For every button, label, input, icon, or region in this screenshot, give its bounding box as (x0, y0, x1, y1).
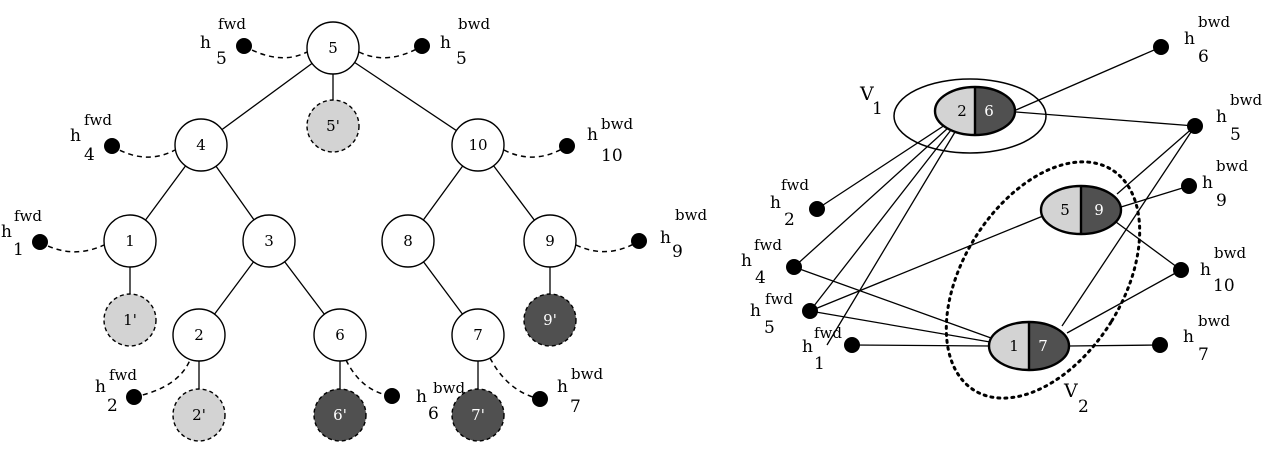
svg-text:10: 10 (1213, 276, 1235, 296)
dot-h1-fwd (32, 234, 48, 250)
svg-text:2: 2 (1078, 397, 1089, 417)
svg-text:3: 3 (264, 232, 274, 250)
svg-text:h: h (1200, 260, 1211, 280)
svg-text:h: h (660, 228, 671, 248)
svg-text:2': 2' (192, 406, 206, 424)
svg-text:h: h (750, 301, 761, 321)
tree-node-1 (104, 215, 156, 267)
svg-text:9: 9 (545, 232, 555, 250)
dash-h6b (346, 360, 392, 396)
svg-text:h: h (440, 33, 451, 53)
graph-diagram (741, 13, 1262, 433)
svg-text:7: 7 (570, 397, 581, 417)
dot-g-h5-bwd (1187, 118, 1203, 134)
dash-h7b (490, 358, 540, 399)
svg-text:bwd: bwd (1214, 244, 1247, 262)
dot-h9-bwd (631, 233, 647, 249)
label-g-h2-fwd (770, 176, 809, 230)
edge-26-h2f (817, 125, 945, 209)
tree-node-2p (173, 389, 225, 441)
label-g-h5-fwd (750, 290, 793, 338)
label-g-h10-bwd (1200, 244, 1246, 296)
label-g-h7-bwd (1183, 312, 1230, 365)
svg-text:h: h (1202, 173, 1213, 193)
svg-text:h: h (95, 377, 106, 397)
tree-node-6p (314, 389, 366, 441)
svg-text:h: h (200, 33, 211, 53)
dash-h9b (576, 241, 639, 252)
tree-node-9 (524, 215, 576, 267)
svg-text:6': 6' (333, 406, 347, 424)
svg-text:bwd: bwd (458, 15, 491, 33)
dash-h4f (112, 146, 175, 157)
tree-node-7 (452, 309, 504, 361)
label-g-h5-bwd (1216, 91, 1262, 145)
dot-h5-bwd (414, 38, 430, 54)
dot-h7-bwd (532, 391, 548, 407)
svg-text:h: h (587, 125, 598, 145)
svg-text:fwd: fwd (84, 111, 112, 129)
tree-node-4 (175, 119, 227, 171)
svg-text:h: h (770, 193, 781, 213)
svg-text:5: 5 (328, 39, 338, 57)
svg-text:7: 7 (1038, 337, 1048, 355)
svg-text:fwd: fwd (765, 290, 793, 308)
svg-text:h: h (557, 377, 568, 397)
svg-text:h: h (1, 222, 12, 242)
svg-text:1: 1 (125, 232, 135, 250)
svg-text:9: 9 (672, 242, 683, 262)
label-g-h4-fwd (741, 236, 782, 288)
svg-text:9: 9 (1094, 201, 1104, 219)
svg-text:10: 10 (468, 136, 488, 154)
svg-text:bwd: bwd (1230, 91, 1263, 109)
tree-node-9p (524, 294, 576, 346)
dot-g-h10-bwd (1173, 262, 1189, 278)
edge-59-h9b (1121, 186, 1189, 207)
svg-text:5: 5 (456, 49, 467, 69)
dot-g-h9-bwd (1181, 178, 1197, 194)
tree-node-3 (243, 215, 295, 267)
svg-text:8: 8 (403, 232, 413, 250)
svg-text:1: 1 (814, 354, 825, 374)
tree-hidden-labels (1, 15, 707, 424)
dot-h2-fwd (126, 389, 142, 405)
svg-text:9': 9' (543, 311, 557, 329)
svg-text:bwd: bwd (1198, 13, 1231, 31)
svg-text:fwd: fwd (754, 236, 782, 254)
dash-h1f (40, 242, 104, 252)
svg-text:V: V (860, 83, 874, 105)
svg-text:2: 2 (957, 102, 967, 120)
tree-diagram (1, 15, 707, 441)
svg-text:h: h (1183, 327, 1194, 347)
svg-text:fwd: fwd (14, 207, 42, 225)
svg-text:5: 5 (216, 49, 227, 69)
svg-text:h: h (802, 337, 813, 357)
tree-node-1p (104, 294, 156, 346)
svg-text:1: 1 (1009, 337, 1019, 355)
dot-g-h2-fwd (809, 201, 825, 217)
svg-text:bwd: bwd (1198, 312, 1231, 330)
svg-text:6: 6 (428, 404, 439, 424)
tree-node-5 (307, 22, 359, 74)
label-tree-h7-bwd (557, 365, 603, 417)
edge-26-h5b (1016, 112, 1195, 126)
edge-26-h6b (1016, 47, 1161, 110)
svg-text:10: 10 (601, 146, 623, 166)
svg-text:bwd: bwd (433, 379, 466, 397)
edge-59-h5f (810, 216, 1043, 311)
svg-text:5: 5 (764, 318, 775, 338)
svg-text:1: 1 (13, 240, 24, 260)
label-tree-h9-bwd (660, 206, 707, 262)
dot-h10-bwd (559, 138, 575, 154)
svg-text:h: h (741, 251, 752, 271)
split-node-1-7 (989, 322, 1069, 370)
label-tree-h10-bwd (587, 115, 633, 166)
svg-text:2: 2 (194, 326, 204, 344)
svg-text:fwd: fwd (814, 324, 842, 342)
svg-text:bwd: bwd (1216, 157, 1249, 175)
dot-h6-bwd (384, 388, 400, 404)
tree-node-8 (382, 215, 434, 267)
svg-text:6: 6 (984, 102, 994, 120)
label-g-h9-bwd (1202, 157, 1248, 211)
edge-26-h5fa (810, 130, 951, 311)
set-label-v1 (859, 83, 883, 119)
svg-text:h: h (1216, 107, 1227, 127)
edge-26-h5fb (827, 132, 955, 345)
split-node-5-9 (1041, 186, 1121, 234)
dash-h5b (359, 46, 422, 58)
tree-node-10 (452, 119, 504, 171)
svg-text:fwd: fwd (109, 366, 137, 384)
svg-text:7: 7 (473, 326, 483, 344)
svg-text:fwd: fwd (781, 176, 809, 194)
svg-text:h: h (416, 387, 427, 407)
tree-node-5p (307, 100, 359, 152)
svg-text:5: 5 (1230, 125, 1241, 145)
label-g-h1-fwd (802, 324, 842, 374)
dot-h4-fwd (104, 138, 120, 154)
dash-h5f (244, 46, 307, 58)
edge-17-h1f (852, 345, 990, 346)
set-v2-boundary (906, 127, 1179, 432)
label-tree-h4-fwd (70, 111, 112, 165)
svg-text:7': 7' (471, 406, 485, 424)
set-label-v2 (1063, 380, 1089, 417)
svg-text:bwd: bwd (571, 365, 604, 383)
svg-text:9: 9 (1216, 191, 1227, 211)
label-tree-h5-bwd (440, 15, 490, 69)
svg-text:6: 6 (335, 326, 345, 344)
dot-g-h4-fwd (786, 259, 802, 275)
edge-26-h4f (794, 128, 948, 267)
dash-h10b (504, 146, 567, 157)
dot-g-h7-bwd (1152, 337, 1168, 353)
svg-text:1: 1 (872, 99, 883, 119)
tree-node-6 (314, 309, 366, 361)
svg-text:bwd: bwd (601, 115, 634, 133)
split-node-2-6 (935, 87, 1015, 135)
dot-g-h6-bwd (1153, 39, 1169, 55)
svg-text:2: 2 (784, 210, 795, 230)
svg-text:5': 5' (326, 117, 340, 135)
svg-text:5: 5 (1060, 201, 1070, 219)
dot-g-h5-fwd (802, 303, 818, 319)
edge-17-h7b (1069, 345, 1160, 346)
dot-h5-fwd (236, 38, 252, 54)
graph-hidden-labels (741, 13, 1262, 374)
tree-node-2 (173, 309, 225, 361)
dash-h2f (134, 360, 190, 397)
svg-text:7: 7 (1198, 345, 1209, 365)
svg-text:V: V (1064, 380, 1078, 402)
label-g-h6-bwd (1184, 13, 1230, 67)
svg-text:h: h (70, 126, 81, 146)
svg-text:2: 2 (107, 396, 118, 416)
dot-g-h1-fwd (844, 337, 860, 353)
svg-text:1': 1' (123, 311, 137, 329)
svg-text:4: 4 (196, 136, 206, 154)
svg-text:h: h (1184, 29, 1195, 49)
graph-hidden-dots (786, 39, 1203, 353)
svg-text:4: 4 (755, 268, 766, 288)
label-tree-h1-fwd (1, 207, 42, 260)
svg-text:4: 4 (84, 145, 95, 165)
svg-text:6: 6 (1198, 47, 1209, 67)
edge-17-h10b (1067, 270, 1181, 333)
svg-text:bwd: bwd (675, 206, 708, 224)
svg-text:fwd: fwd (218, 15, 246, 33)
